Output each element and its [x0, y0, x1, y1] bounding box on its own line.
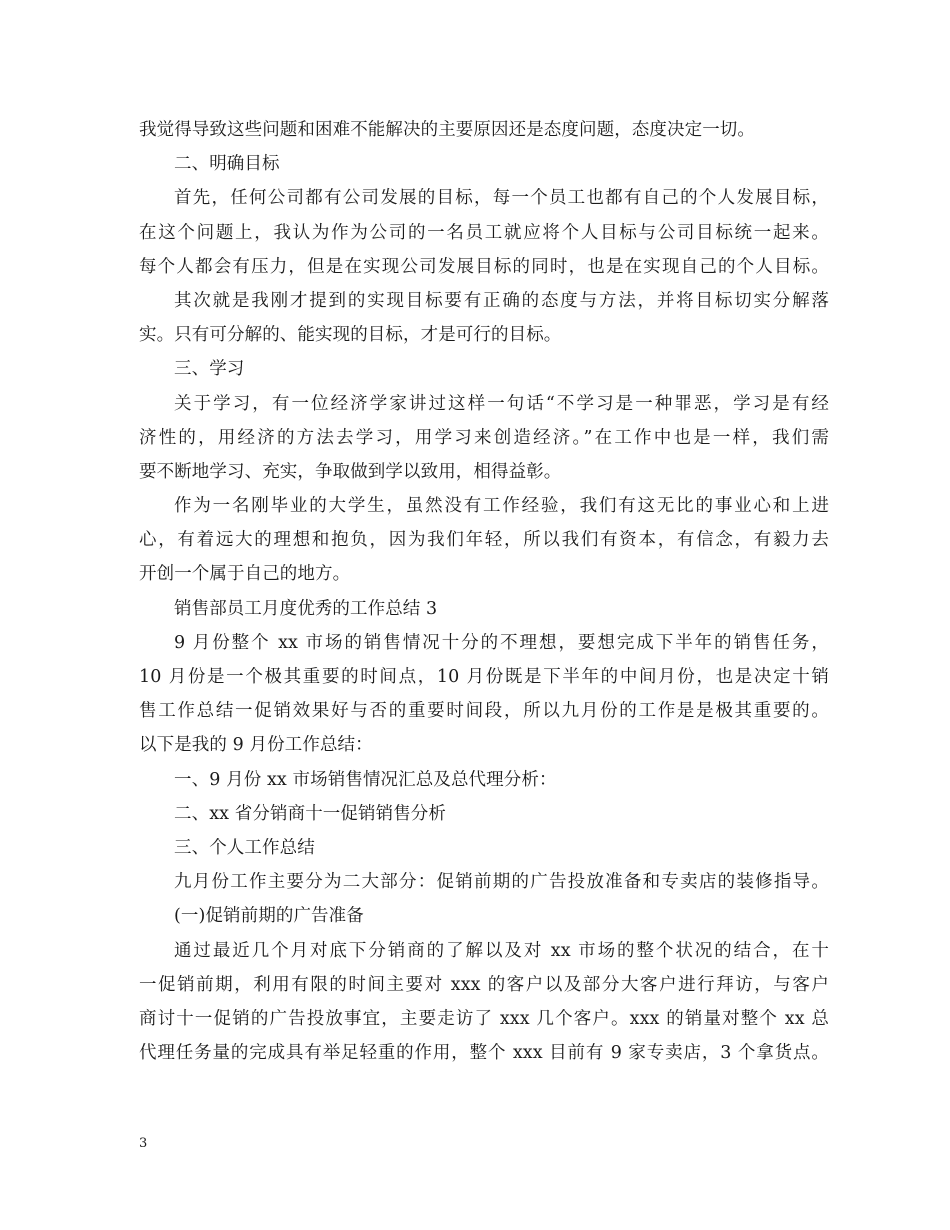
text-line: 以下是我的 9 月份工作总结：	[139, 735, 373, 756]
text-line: 二、明确目标	[174, 154, 280, 175]
text-line: 销售部员工月度优秀的工作总结 3	[174, 598, 438, 619]
text-line: 济性的，用经济的方法去学习，用学习来创造经济。”在工作中也是一样，我们需	[139, 427, 829, 448]
page-number: 3	[139, 1136, 148, 1151]
text-line: 要不断地学习、充实，争取做到学以致用，相得益彰。	[139, 461, 562, 482]
text-line: 售工作总结一促销效果好与否的重要时间段，所以九月份的工作是是极其重要的。	[139, 701, 829, 722]
text-line: 通过最近几个月对底下分销商的了解以及对 xx 市场的整个状况的结合，在十	[174, 940, 829, 961]
text-line: 三、个人工作总结	[174, 837, 315, 858]
text-line: 我觉得导致这些问题和困难不能解决的主要原因还是态度问题，态度决定一切。	[139, 120, 755, 140]
text-line: 作为一名刚毕业的大学生，虽然没有工作经验，我们有这无比的事业心和上进	[174, 496, 829, 517]
text-line: 商讨十一促销的广告投放事宜，主要走访了 xxx 几个客户。xxx 的销量对整个 xx 总	[139, 1008, 829, 1029]
text-line: 9 月份整个 xx 市场的销售情况十分的不理想，要想完成下半年的销售任务，	[174, 632, 829, 653]
text-line: 二、xx 省分销商十一促销销售分析	[174, 803, 447, 824]
text-line: 一、9 月份 xx 市场销售情况汇总及总代理分析：	[174, 769, 557, 790]
text-line: 九月份工作主要分为二大部分：促销前期的广告投放准备和专卖店的装修指导。	[174, 872, 829, 893]
text-line: 实。只有可分解的、能实现的目标，才是可行的目标。	[139, 325, 562, 346]
document-body	[139, 113, 829, 1070]
text-line: 心，有着远大的理想和抱负，因为我们年轻，所以我们有资本，有信念，有毅力去	[139, 530, 829, 551]
text-line: (一)促销前期的广告准备	[174, 906, 364, 927]
text-line: 其次就是我刚才提到的实现目标要有正确的态度与方法，并将目标切实分解落	[174, 290, 829, 311]
text-line: 代理任务量的完成具有举足轻重的作用，整个 xxx 目前有 9 家专卖店，3 个拿货点。	[139, 1043, 829, 1064]
text-line: 开创一个属于自己的地方。	[139, 564, 351, 585]
text-line: 首先，任何公司都有公司发展的目标，每一个员工也都有自己的个人发展目标，	[174, 188, 829, 209]
text-line: 10 月份是一个极其重要的时间点，10 月份既是下半年的中间月份，也是决定十销	[139, 667, 829, 687]
text-line: 关于学习，有一位经济学家讲过这样一句话“不学习是一种罪恶，学习是有经	[174, 393, 829, 414]
text-line: 每个人都会有压力，但是在实现公司发展目标的同时，也是在实现自己的个人目标。	[139, 256, 829, 277]
text-line: 一促销前期，利用有限的时间主要对 xxx 的客户以及部分大客户进行拜访，与客户	[139, 974, 829, 995]
text-line: 在这个问题上，我认为作为公司的一名员工就应将个人目标与公司目标统一起来。	[139, 222, 829, 243]
text-line: 三、学习	[174, 359, 245, 380]
